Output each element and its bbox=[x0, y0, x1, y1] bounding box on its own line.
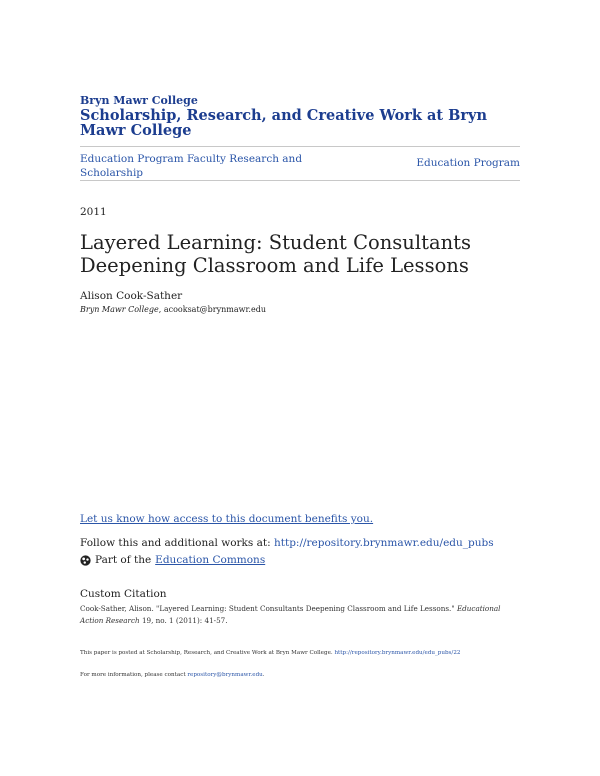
divider-bottom bbox=[80, 180, 520, 181]
author-name: Alison Cook-Sather bbox=[80, 290, 183, 302]
publication-year: 2011 bbox=[80, 206, 107, 218]
department-collection-link[interactable]: Education Program Faculty Research and Scholarship bbox=[80, 153, 303, 179]
education-commons-link[interactable]: Education Commons bbox=[155, 554, 266, 566]
benefit-feedback-link[interactable]: Let us know how access to this document benefits you. bbox=[80, 513, 374, 525]
affiliation-email: acooksat@brynmawr.edu bbox=[163, 305, 266, 314]
contact-email-link[interactable]: repository@brynmawr.edu bbox=[187, 672, 263, 678]
citation-heading: Custom Citation bbox=[80, 588, 167, 600]
citation-suffix: 19, no. 1 (2011): 41-57. bbox=[141, 615, 228, 625]
contact-notice bbox=[80, 672, 525, 678]
follow-line bbox=[80, 537, 494, 549]
divider-top bbox=[80, 146, 520, 147]
part-of-line bbox=[80, 554, 265, 566]
more-info-end: . bbox=[262, 672, 265, 678]
follow-url-link[interactable]: http://repository.brynmawr.edu/edu_pubs bbox=[274, 537, 494, 549]
commons-network-icon bbox=[80, 555, 91, 566]
follow-label: Follow this and additional works at: bbox=[80, 537, 271, 549]
posted-url-link[interactable]: http://repository.brynmawr.edu/edu_pubs/22 bbox=[334, 650, 461, 656]
affiliation-separator: , bbox=[158, 305, 164, 314]
more-info-label: For more information, please contact bbox=[80, 672, 186, 678]
institution-name: Bryn Mawr College bbox=[80, 94, 198, 107]
author-affiliation bbox=[80, 305, 266, 314]
posted-notice bbox=[80, 650, 525, 656]
repository-title[interactable]: Scholarship, Research, and Creative Work at Bryn Mawr College bbox=[80, 107, 488, 139]
program-collection-link[interactable]: Education Program bbox=[416, 157, 520, 169]
part-of-label: Part of the bbox=[95, 554, 152, 566]
citation-prefix: Cook-Sather, Alison. "Layered Learning: Student Consultants Deepening Classroom and Life Lessons." bbox=[80, 604, 455, 613]
citation-journal: Educational Action Research bbox=[80, 604, 501, 625]
paper-title: Layered Learning: Student Consultants Deepening Classroom and Life Lessons bbox=[80, 231, 471, 277]
citation-text bbox=[80, 603, 525, 626]
affiliation-institution: Bryn Mawr College bbox=[80, 305, 159, 314]
posted-text: This paper is posted at Scholarship, Research, and Creative Work at Bryn Mawr College. bbox=[80, 650, 333, 656]
